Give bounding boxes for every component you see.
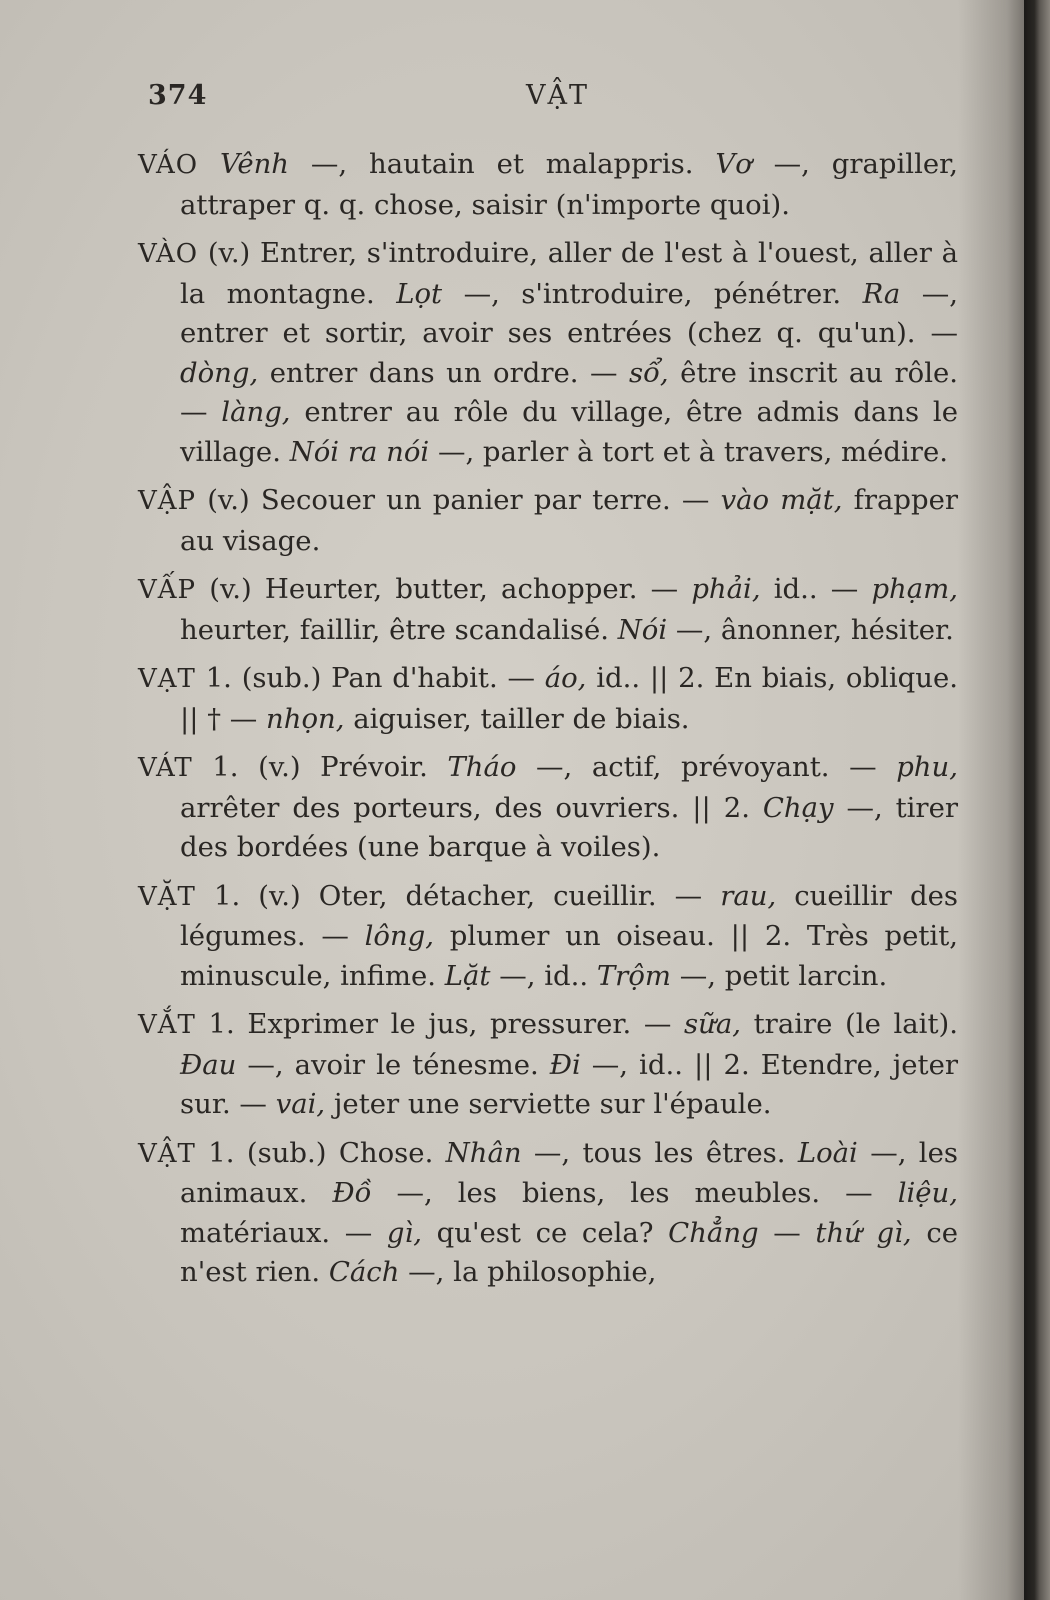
vietnamese-term: áo, [544,662,587,694]
definition-text: cueillir des légumes. — [180,879,958,952]
dictionary-entry [138,1134,958,1293]
entry-headword: VẮT [138,1010,196,1040]
entry-headword: VÁT [138,753,193,783]
definition-text: 1. (v.) Oter, détacher, cueillir. — [213,879,721,912]
vietnamese-term: Trộm [596,959,671,992]
definition-text: —, la philosophie, [399,1256,657,1288]
entry-headword: VẠT [138,664,196,694]
dictionary-entries [138,145,958,1302]
vietnamese-term: Đau [180,1048,237,1081]
definition-text: être inscrit au rôle. — [180,356,959,428]
vietnamese-term: sữa, [684,1008,741,1040]
entry-headword: VÀO [138,239,199,269]
dictionary-entry [138,570,958,650]
book-binding-edge [1024,0,1050,1600]
vietnamese-term: Ra [862,277,901,310]
definition-text: —, actif, prévoyant. — [516,751,897,783]
binding-shadow [958,0,1028,1600]
definition-text: —, tirer des bordées (une barque à voiles). [180,791,959,863]
entry-headword: VẬT [138,1138,196,1169]
vietnamese-term: Vơ [715,148,752,180]
vietnamese-term: thứ gì, [815,1216,912,1249]
vietnamese-term: Vênh [219,148,290,180]
dictionary-entry [138,659,958,739]
definition-text: plumer un oiseau. || 2. Très petit, minuscule, infime. [180,920,959,992]
definition-text: (v.) Heurter, butter, achopper. — [209,573,692,605]
definition-text: qu'est ce cela? [422,1216,669,1249]
definition-text: —, petit larcin. [670,959,888,992]
vietnamese-term: Đồ [332,1177,372,1209]
definition-text: traire (le lait). [741,1008,958,1040]
running-head: VẬT [526,80,590,111]
vietnamese-term: dòng, [180,356,259,389]
definition-text: —, ânonner, hésiter. [667,613,954,646]
vietnamese-term: Cách [328,1256,400,1288]
definition-text: —, grapiller, attraper q. q. chose, saisir (n'importe quoi). [180,148,959,221]
vietnamese-term: nhọn, [266,702,345,735]
page-header [148,80,968,124]
definition-text: ce n'est rien. [180,1216,959,1288]
page-number: 374 [148,80,208,111]
definition-text: id.. || 2. En biais, oblique. || † — [180,662,958,735]
vietnamese-term: Đi [549,1048,581,1081]
vietnamese-term: sổ, [628,356,669,389]
definition-text: —, hautain et malappris. [289,148,716,180]
definition-text: 1. (sub.) Pan d'habit. — [205,662,545,694]
dictionary-entry [138,234,958,472]
definition-text: —, id.. || 2. Etendre, jeter sur. — [180,1048,958,1120]
definition-text: — [758,1216,816,1249]
definition-text: arrêter des porteurs, des ouvriers. || 2. [180,791,763,824]
vietnamese-term: vào mặt, [720,484,843,516]
vietnamese-term: phạm, [871,573,958,605]
definition-text: heurter, faillir, être scandalisé. [180,613,618,646]
definition-text: —, parler à tort et à travers, médire. [429,435,948,468]
definition-text: —, tous les êtres. [521,1136,798,1169]
definition-text: jeter une serviette sur l'épaule. [325,1088,772,1120]
vietnamese-term: Chạy [762,791,834,824]
definition-text: 1. (v.) Prévoir. [212,751,448,783]
dictionary-entry [138,145,958,225]
definition-text: —, les animaux. [180,1136,958,1209]
vietnamese-term: Lặt [444,959,491,992]
definition-text: —, entrer et sortir, avoir ses entrées (chez q. qu'un). — [180,277,959,349]
dictionary-entry [138,877,958,997]
vietnamese-term: làng, [221,396,291,428]
vietnamese-term: Nói ra nói [289,435,430,468]
vietnamese-term: Tháo [447,751,517,783]
entry-headword: VẬP [138,486,197,516]
vietnamese-term: Loài [797,1136,858,1169]
definition-text: (v.) Entrer, s'introduire, aller de l'est à l'ouest, aller à la montagne. [180,237,958,310]
vietnamese-term: Nhân [445,1136,522,1169]
definition-text: entrer dans un ordre. — [258,356,629,389]
vietnamese-term: Lọt [396,277,443,310]
definition-text: 1. (sub.) Chose. [208,1136,446,1169]
definition-text: —, avoir le ténesme. [236,1048,550,1081]
entry-headword: VẶT [138,881,196,912]
dictionary-entry [138,1005,958,1125]
vietnamese-term: phải, [691,573,761,605]
entry-headword: VẤP [138,575,197,605]
definition-text: matériaux. — [180,1216,387,1249]
definition-text: frapper au visage. [180,484,958,557]
definition-text: entrer au rôle du village, être admis dans le village. [180,396,958,468]
definition-text: aiguiser, tailler de biais. [344,702,690,735]
definition-text: —, id.. [490,959,597,992]
definition-text: 1. Exprimer le jus, pressurer. — [208,1008,685,1040]
definition-text: id.. — [760,573,872,605]
vietnamese-term: Chẳng [668,1216,759,1249]
definition-text: —, les biens, les meubles. — [371,1177,898,1209]
dictionary-entry [138,748,958,868]
vietnamese-term: lông, [364,920,435,952]
vietnamese-term: phu, [896,751,958,783]
definition-text: —, s'introduire, pénétrer. [442,277,863,310]
vietnamese-term: liệu, [897,1177,959,1209]
vietnamese-term: rau, [720,879,777,912]
vietnamese-term: Nói [617,613,668,646]
vietnamese-term: vai, [275,1088,326,1120]
entry-headword: VÁO [138,150,199,180]
dictionary-entry [138,481,958,561]
definition-text: (v.) Secouer un panier par terre. — [207,484,721,516]
vietnamese-term: gì, [386,1216,423,1249]
